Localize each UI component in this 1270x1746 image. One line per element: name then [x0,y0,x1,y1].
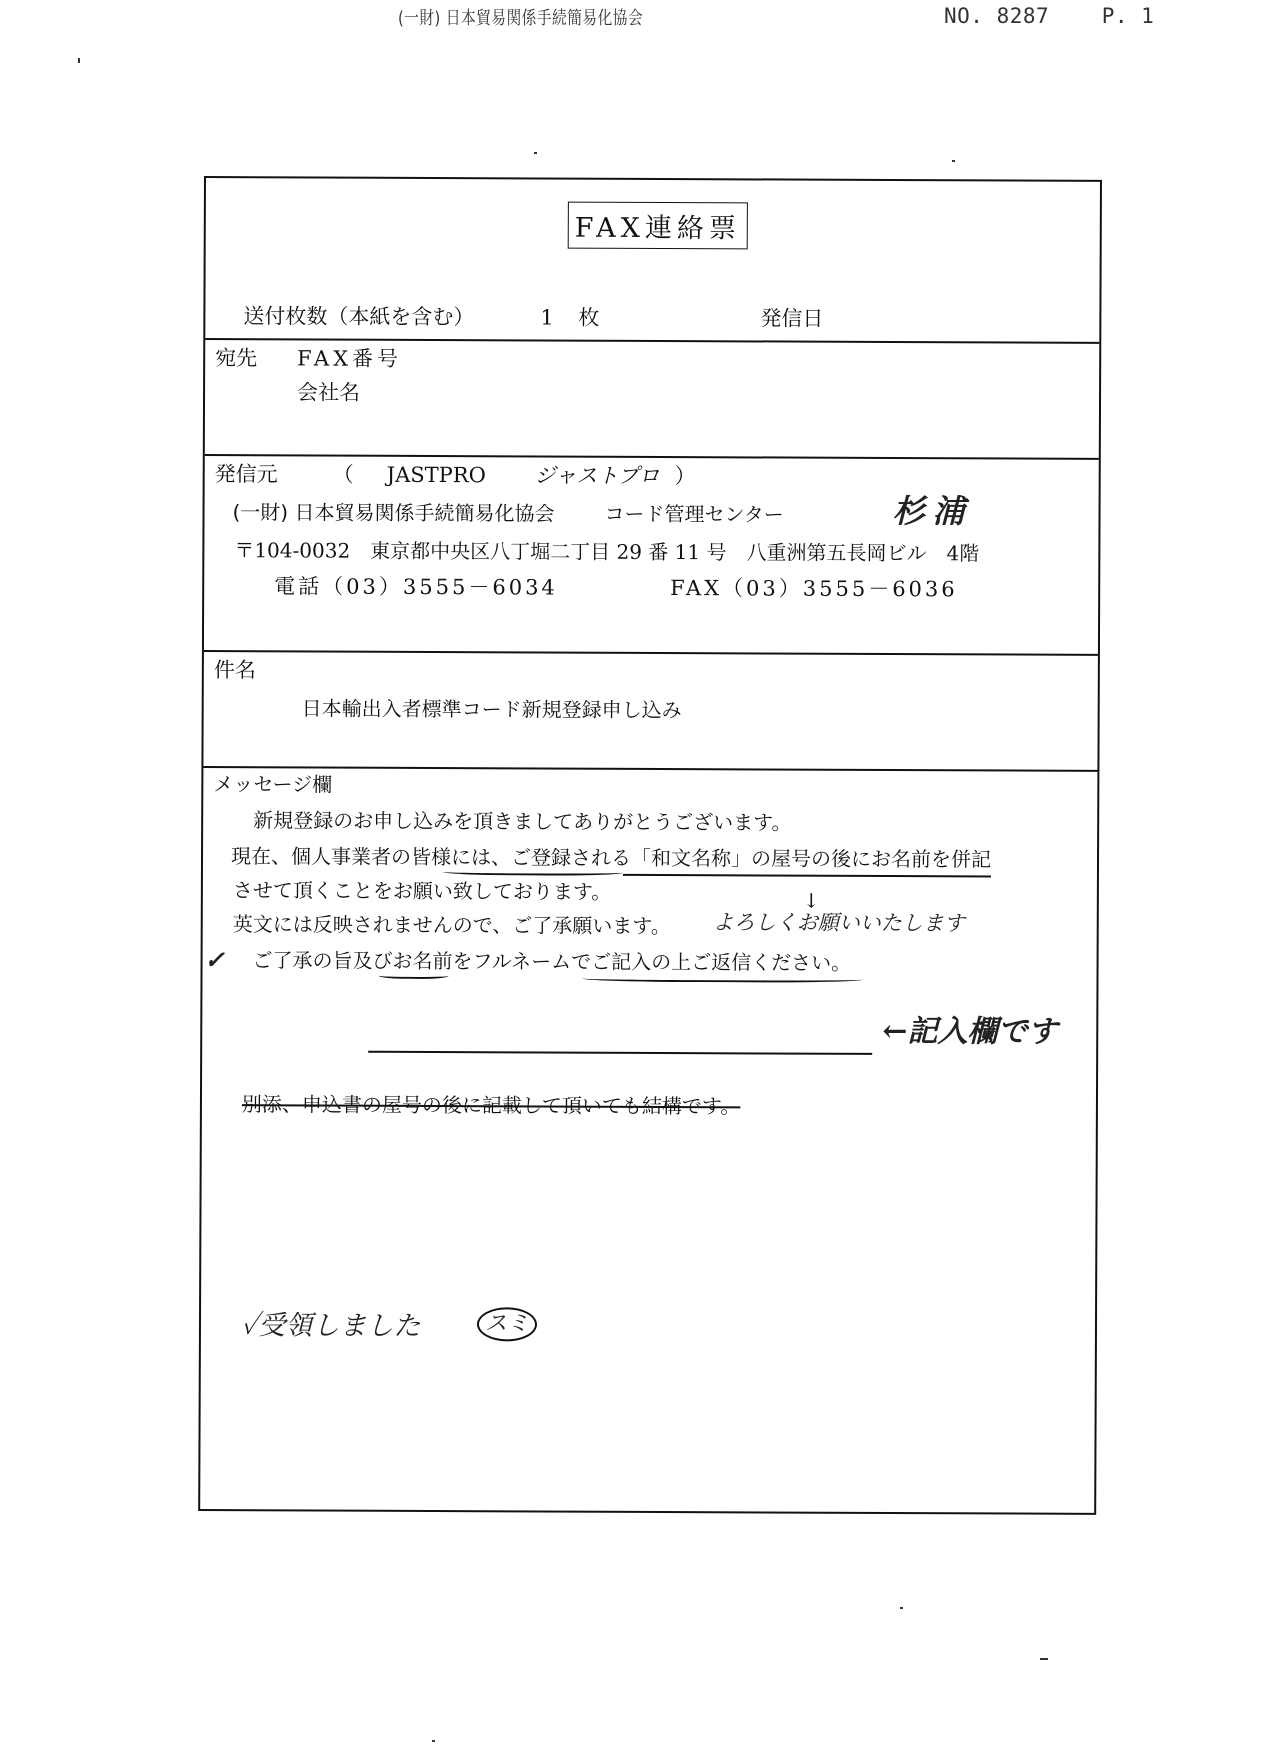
handwritten-underline [623,874,991,878]
from-label: 発信元 [214,462,278,487]
message-section [200,766,1097,1513]
form-title: FAX連絡票 [568,202,748,250]
scan-speck [432,1740,435,1742]
message-line: 現在、個人事業者の皆様には、ご登録される「和文名称」の屋号の後にお名前を併記 [230,844,992,872]
scan-speck [952,160,955,162]
struck-line: 別添、申込書の屋号の後に記載して頂いても結構です。 [241,1092,741,1119]
scan-speck [534,152,537,154]
pages-value: 1 [540,305,554,330]
handwritten-underline [443,867,623,876]
subject-section [203,650,1098,772]
pages-label: 送付枚数（本紙を含む） [243,304,475,330]
from-address: 〒104-0032 東京都中央区八丁堀二丁目 29 番 11 号 八重洲第五長岡ビル 4階 [234,538,980,566]
scan-speck [78,58,80,63]
down-arrow-icon: ↓ [802,888,820,913]
fax-header-number [944,4,1154,28]
handwritten-underline [582,974,862,983]
message-line: させて頂くことをお願い致しております。 [232,878,612,904]
sender-signature: 杉浦 [892,492,973,531]
from-org-name: (一財) 日本貿易関係手続簡易化協会 [232,500,555,526]
scan-speck [900,1607,903,1609]
message-line: 英文には反映されませんので、ご了承願います。 [232,912,671,939]
to-section [205,338,1100,460]
receipt-stamp: スミ [477,1307,537,1341]
from-close-paren: ） [674,464,696,489]
scan-speck [1040,1658,1048,1660]
message-line: ご了承の旨及びお名前をフルネームでご記入の上ご返信ください。 [252,948,852,975]
from-org-en: JASTPRO [386,462,486,488]
from-fax: FAX（03）3555－6036 [670,576,958,602]
message-label: メッセージ欄 [213,772,333,797]
from-dept: コード管理センター [604,501,784,527]
fax-header-org: (一財) 日本貿易関係手続簡易化協会 [398,8,643,29]
fax-page: P. 1 [1101,4,1155,28]
fax-number: NO. 8287 [944,4,1050,28]
to-company-label: 会社名 [297,380,361,405]
from-org-kana: ジャストプロ [534,463,660,488]
pages-unit: 枚 [578,305,600,330]
message-line: 新規登録のお申し込みを頂きましてありがとうございます。 [253,808,792,835]
to-label: 宛先 [215,346,258,371]
date-label: 発信日 [760,306,824,331]
handwritten-note: よろしくお願いいたします [712,910,965,936]
fax-cover-form [198,176,1102,1515]
to-fax-label: FAX番号 [297,346,403,371]
from-section [204,454,1099,656]
signature-line [368,1051,872,1055]
handwritten-underline [378,971,448,979]
receipt-note: ✓受領しました [240,1310,421,1342]
subject-label: 件名 [213,658,256,683]
from-phone: 電話（03）3555－6034 [274,574,558,600]
from-open-paren: （ [332,462,354,487]
check-mark: ✓ [204,945,225,975]
handwritten-note: ←記入欄です [882,1013,1058,1050]
subject-value: 日本輸出入者標準コード新規登録申し込み [301,696,682,723]
